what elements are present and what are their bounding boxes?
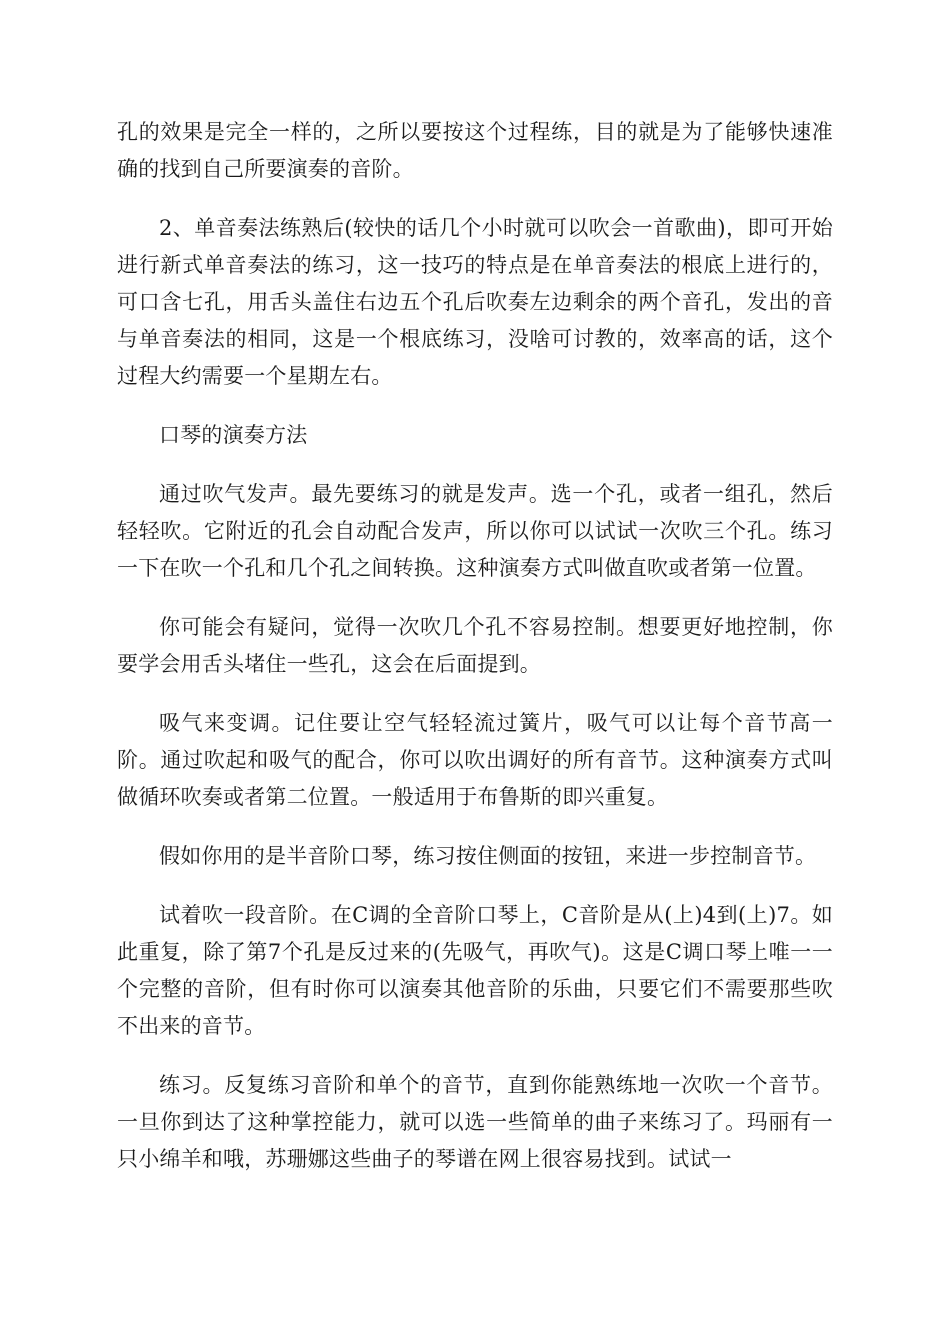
paragraph-blowing: 通过吹气发声。最先要练习的就是发声。选一个孔，或者一组孔，然后轻轻吹。它附近的孔会自动配合发声，所以你可以试试一次吹三个孔。练习一下在吹一个孔和几个孔之间转换。这种演奏方式叫做直吹或者第一位置。	[117, 482, 833, 580]
paragraph-chromatic: 假如你用的是半音阶口琴，练习按住侧面的按钮，来进一步控制音节。	[159, 844, 817, 868]
paragraph-step-2: 2、单音奏法练熟后(较快的话几个小时就可以吹会一首歌曲)，即可开始进行新式单音奏法的练习，这一技巧的特点是在单音奏法的根底上进行的，可口含七孔，用舌头盖住右边五个孔后吹奏左边剩余的两个音孔，发出的音与单音奏法的相同，这是一个根底练习，没啥可讨教的，效率高的话，这个过程大约需要一个星期左右。	[117, 216, 833, 388]
paragraph-control: 你可能会有疑问，觉得一次吹几个孔不容易控制。想要更好地控制，你要学会用舌头堵住一些孔，这会在后面提到。	[117, 615, 833, 676]
paragraph-drawing: 吸气来变调。记住要让空气轻轻流过簧片，吸气可以让每个音节高一阶。通过吹起和吸气的配合，你可以吹出调好的所有音节。这种演奏方式叫做循环吹奏或者第二位置。一般适用于布鲁斯的即兴重复。	[117, 711, 833, 809]
section-heading: 口琴的演奏方法	[159, 423, 308, 447]
paragraph-continuation: 孔的效果是完全一样的，之所以要按这个过程练，目的就是为了能够快速准确的找到自己所要演奏的音阶。	[117, 120, 833, 181]
paragraph-scale: 试着吹一段音阶。在C调的全音阶口琴上，C音阶是从(上)4到(上)7。如此重复，除了第7个孔是反过来的(先吸气，再吹气)。这是C调口琴上唯一一个完整的音阶，但有时你可以演奏其他音阶的乐曲，只要它们不需要那些吹不出来的音节。	[117, 903, 833, 1038]
paragraph-practice: 练习。反复练习音阶和单个的音节，直到你能熟练地一次吹一个音节。一旦你到达了这种掌控能力，就可以选一些简单的曲子来练习了。玛丽有一只小绵羊和哦，苏珊娜这些曲子的琴谱在网上很容易找到。试试一	[117, 1073, 833, 1171]
document-page	[117, 114, 833, 1200]
